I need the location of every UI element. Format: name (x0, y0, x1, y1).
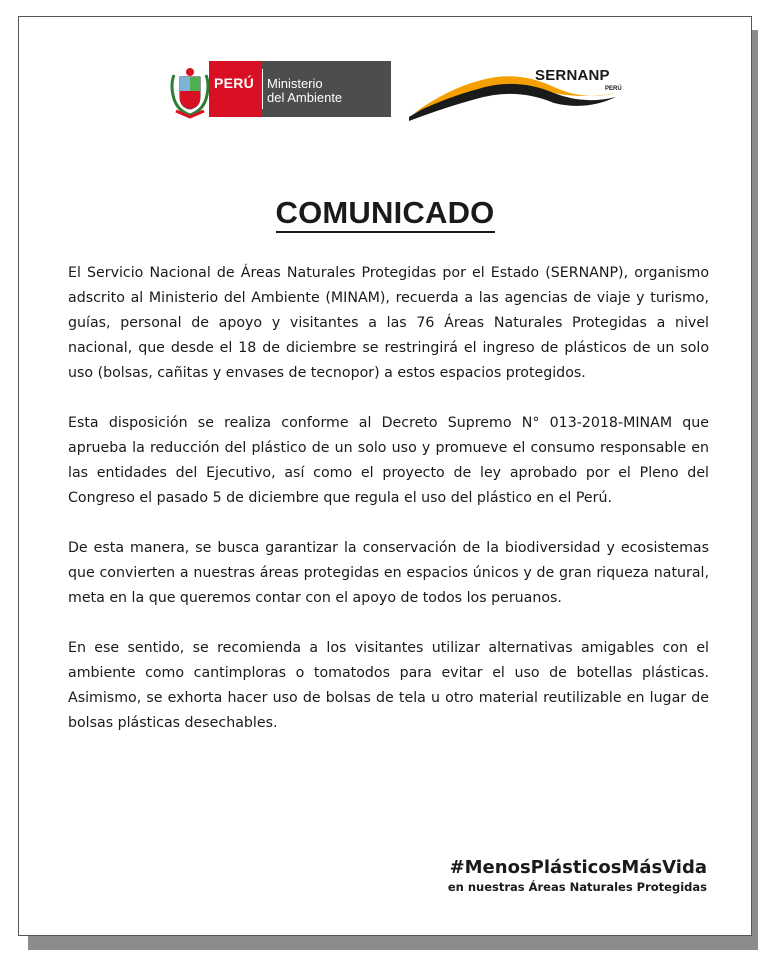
ministry-line1: Ministerio (267, 76, 323, 91)
paragraph-2: Esta disposición se realiza conforme al Decreto Supremo N° 013-2018-MINAM que aprueba la reducción del plástico de un solo uso y promueve el consumo responsable en las entidades del Ejecutivo, así como el proyecto de ley aprobado por el Pleno del Congreso el pasado 5 de diciembre que regula el uso del plástico en el Perú. (68, 415, 709, 506)
logo-header (19, 57, 751, 137)
ministry-brand-box (262, 61, 391, 117)
paragraph-1: El Servicio Nacional de Áreas Naturales Protegidas por el Estado (SERNANP), organismo adscrito al Ministerio del Ambiente (MINAM), recuerda a las agencias de viaje y turismo, guías, personal de apoyo y visitantes a las 76 Áreas Naturales Protegidas a nivel nacional, que desde el 18 de diciembre se restringirá el ingreso de plásticos de un solo uso (bolsas, cañitas y envases de tecnopor) a estos espacios protegidos. (68, 265, 709, 381)
ministry-separator (262, 69, 263, 109)
communique-body (68, 261, 709, 761)
ministry-line2: del Ambiente (267, 90, 343, 105)
sernanp-name: SERNANP (535, 67, 610, 84)
sernanp-sub: PERÚ (605, 86, 622, 92)
peru-label: PERÚ (214, 75, 255, 91)
page-title (19, 195, 751, 231)
footer-campaign (448, 857, 707, 894)
campaign-hashtag: #MenosPlásticosMásVida (449, 857, 707, 878)
campaign-tagline: en nuestras Áreas Naturales Protegidas (447, 880, 707, 894)
peru-brand-box (209, 61, 262, 117)
page-title-text: COMUNICADO (276, 195, 495, 233)
paragraph-3: De esta manera, se busca garantizar la conservación de la biodiversidad y ecosistemas que convierten a nuestras áreas protegidas en espacios únicos y de gran riqueza natural, meta en la que queremos contar con el apoyo de todos los peruanos. (68, 540, 709, 606)
communique-card (18, 16, 752, 936)
peru-coat-of-arms-icon (168, 65, 212, 119)
paragraph-4: En ese sentido, se recomienda a los visitantes utilizar alternativas amigables con el ambiente como cantimploras o tomatodos para evitar el uso de botellas plásticas. Asimismo, se exhorta hacer uso de bolsas de tela u otro material reutilizable en lugar de bolsas plásticas desechables. (68, 640, 709, 731)
